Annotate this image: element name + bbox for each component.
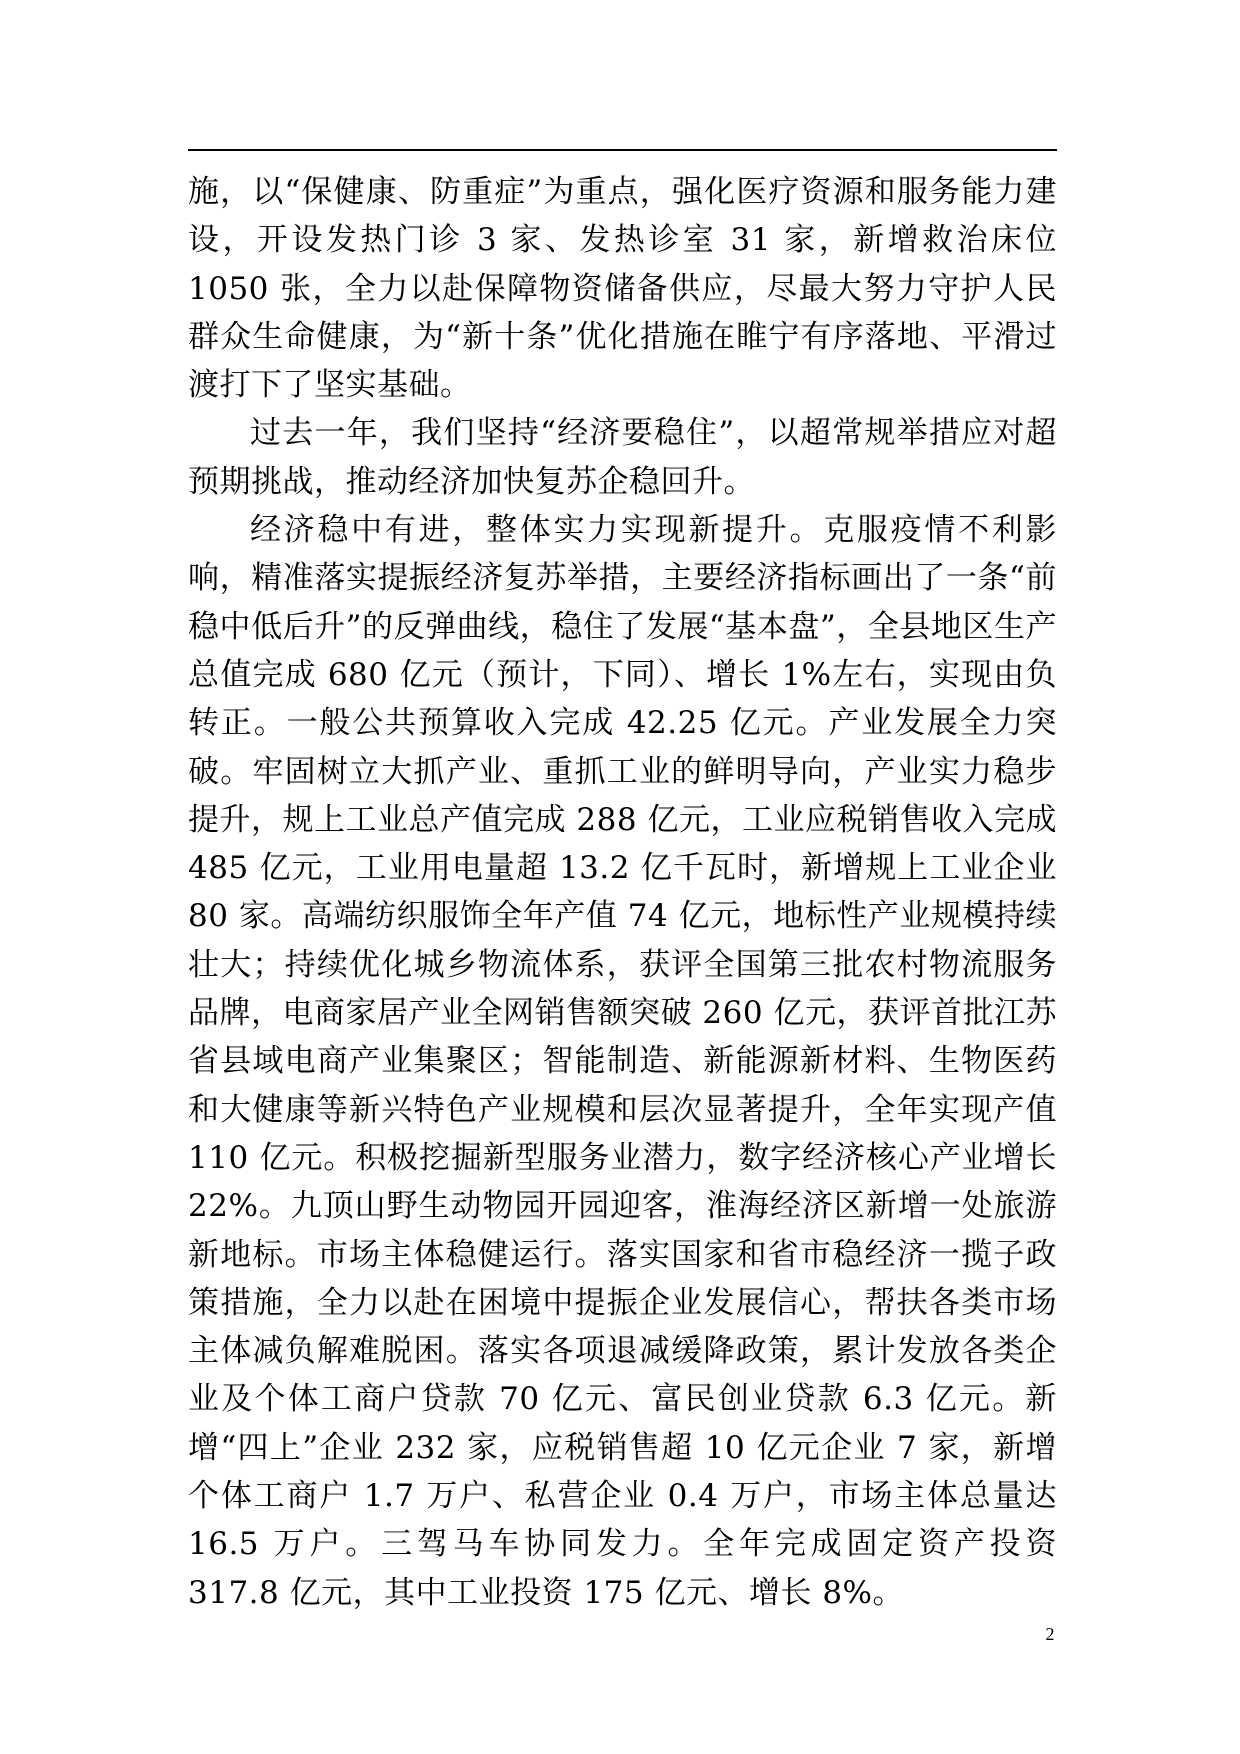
page-number: 2 [1045,1624,1055,1644]
paragraph-3: 经济稳中有进，整体实力实现新提升。克服疫情不利影响，精准落实提振经济复苏举措，主要经济指标画出了一条“前稳中低后升”的反弹曲线，稳住了发展“基本盘”，全县地区生产总值完成 680 亿元（预计，下同）、增长 1%左右，实现由负转正。一般公共预算收入完成 42.25 亿元。产业发展全力突破。牢固树立大抓产业、重抓工业的鲜明导向，产业实力稳步提升，规上工业总产值完成 288 亿元，工业应税销售收入完成 485 亿元，工业用电量超 13.2 亿千瓦时，新增规上工业企业 80 家。高端纺织服饰全年产值 74 亿元，地标性产业规模持续壮大；持续优化城乡物流体系，获评全国第三批农村物流服务品牌，电商家居产业全网销售额突破 260 亿元，获评首批江苏省县域电商产业集聚区；智能制造、新能源新材料、生物医药和大健康等新兴特色产业规模和层次显著提升，全年实现产值 110 亿元。积极挖掘新型服务业潜力，数字经济核心产业增长 22%。九顶山野生动物园开园迎客，淮海经济区新增一处旅游新地标。市场主体稳健运行。落实国家和省市稳经济一揽子政策措施，全力以赴在困境中提振企业发展信心，帮扶各类市场主体减负解难脱困。落实各项退减缓降政策，累计发放各类企业及个体工商户贷款 70 亿元、富民创业贷款 6.3 亿元。新增“四上”企业 232 家，应税销售超 10 亿元企业 7 家，新增个体工商户 1.7 万户、私营企业 0.4 万户，市场主体总量达 16.5 万户。三驾马车协同发力。全年完成固定资产投资 317.8 亿元，其中工业投资 175 亿元、增长 8%。 [188,512,1057,1611]
paragraph-2: 过去一年，我们坚持“经济要稳住”，以超常规举措应对超预期挑战，推动经济加快复苏企稳回升。 [188,415,1057,500]
paragraph-1: 施，以“保健康、防重症”为重点，强化医疗资源和服务能力建设，开设发热门诊 3 家、发热诊室 31 家，新增救治床位 1050 张，全力以赴保障物资储备供应，尽最大努力守护人民群众生命健康，为“新十条”优化措施在睢宁有序落地、平滑过渡打下了坚实基础。 [188,174,1057,404]
body-text [188,168,1057,1617]
header-rule [188,149,1057,151]
